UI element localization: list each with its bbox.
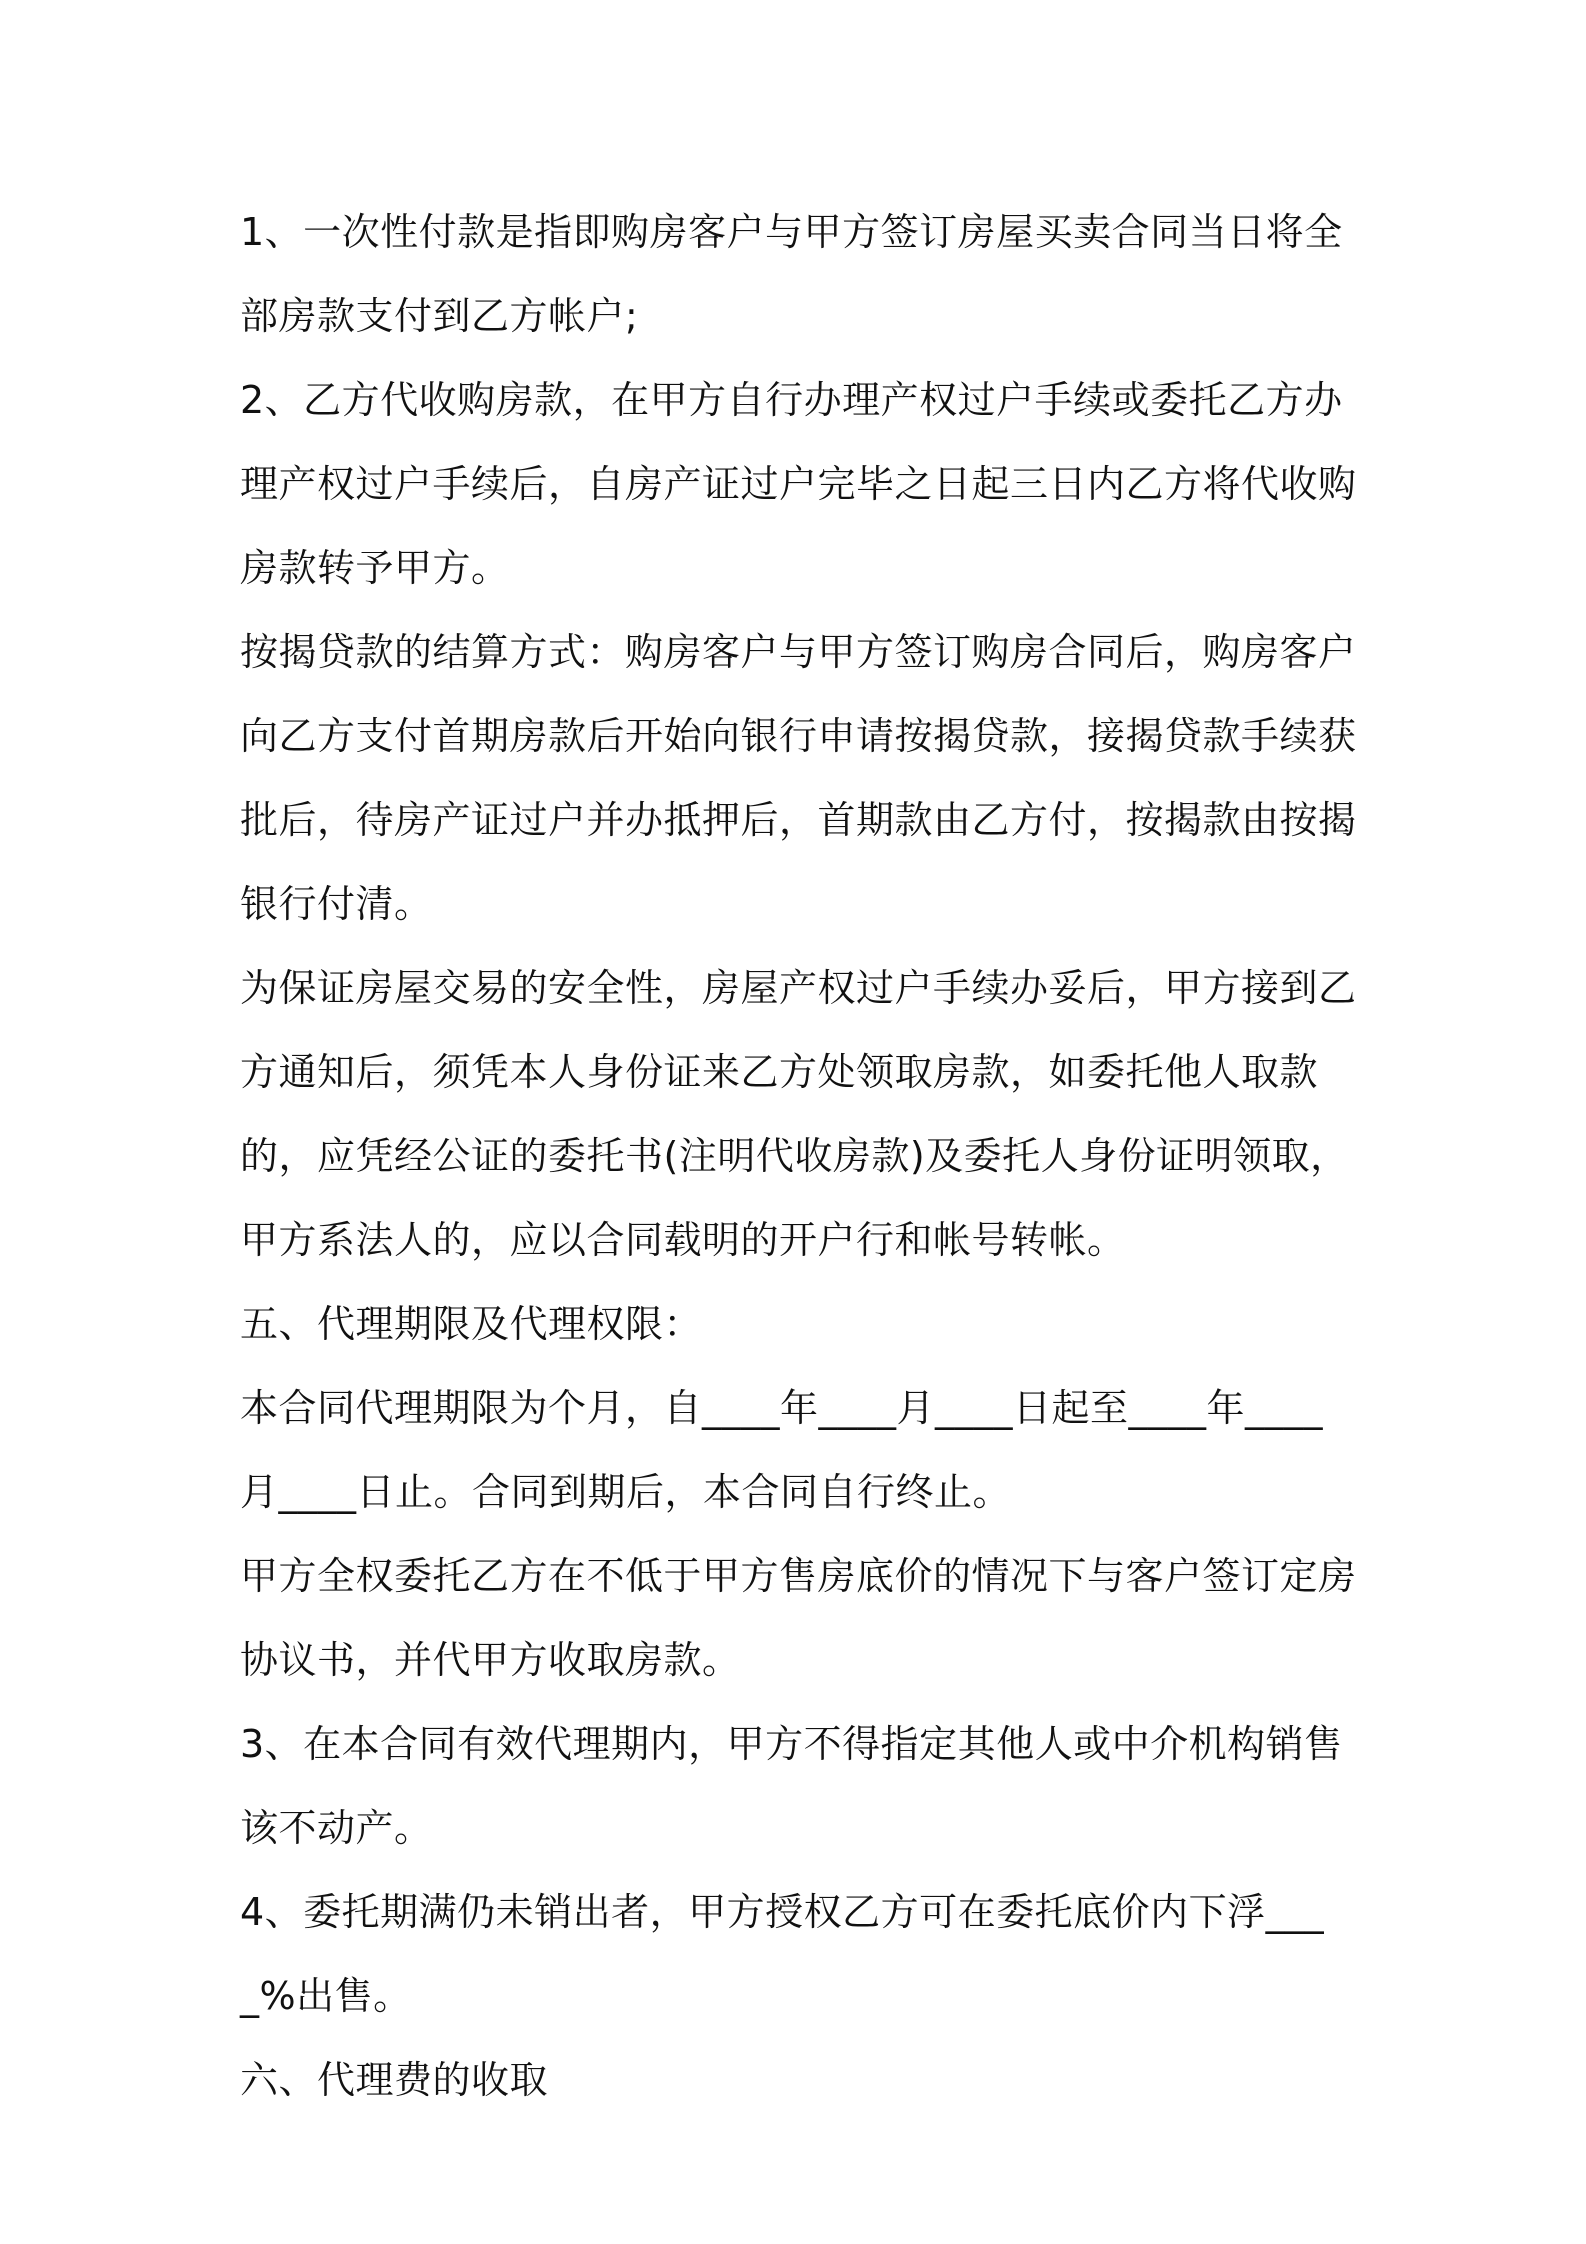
paragraph-mortgage-settlement: 按揭贷款的结算方式：购房客户与甲方签订购房合同后，购房客户向乙方支付首期房款后开始向银行申请按揭贷款，接揭贷款手续获批后，待房产证过户并办抵押后，首期款由乙方付，按揭款由按揭银行付清。 xyxy=(240,630,1357,926)
paragraph-payment-lump-sum: 1、一次性付款是指即购房客户与甲方签订房屋买卖合同当日将全部房款支付到乙方帐户; xyxy=(240,210,1343,338)
paragraph-full-authorization: 甲方全权委托乙方在不低于甲方售房底价的情况下与客户签订定房协议书，并代甲方收取房款。 xyxy=(240,1554,1357,1682)
paragraph-agency-period: 本合同代理期限为个月，自____年____月____日起至____年____月____日止。合同到期后，本合同自行终止。 xyxy=(240,1386,1324,1514)
document-body xyxy=(240,190,1360,2122)
section-heading-agency-fee: 六、代理费的收取 xyxy=(240,2058,549,2102)
paragraph-collected-payment: 2、乙方代收购房款，在甲方自行办理产权过户手续或委托乙方办理产权过户手续后，自房产证过户完毕之日起三日内乙方将代收购房款转予甲方。 xyxy=(240,378,1357,590)
paragraph-transaction-safety: 为保证房屋交易的安全性，房屋产权过户手续办妥后，甲方接到乙方通知后，须凭本人身份证来乙方处领取房款，如委托他人取款的，应凭经公证的委托书(注明代收房款)及委托人身份证明领取，甲方系法人的，应以合同载明的开户行和帐号转帐。 xyxy=(240,966,1357,1262)
paragraph-price-reduction: 4、委托期满仍未销出者，甲方授权乙方可在委托底价内下浮____%出售。 xyxy=(240,1890,1325,2018)
section-heading-agency-term: 五、代理期限及代理权限： xyxy=(240,1302,703,1346)
paragraph-exclusive-agency: 3、在本合同有效代理期内，甲方不得指定其他人或中介机构销售该不动产。 xyxy=(240,1722,1343,1850)
